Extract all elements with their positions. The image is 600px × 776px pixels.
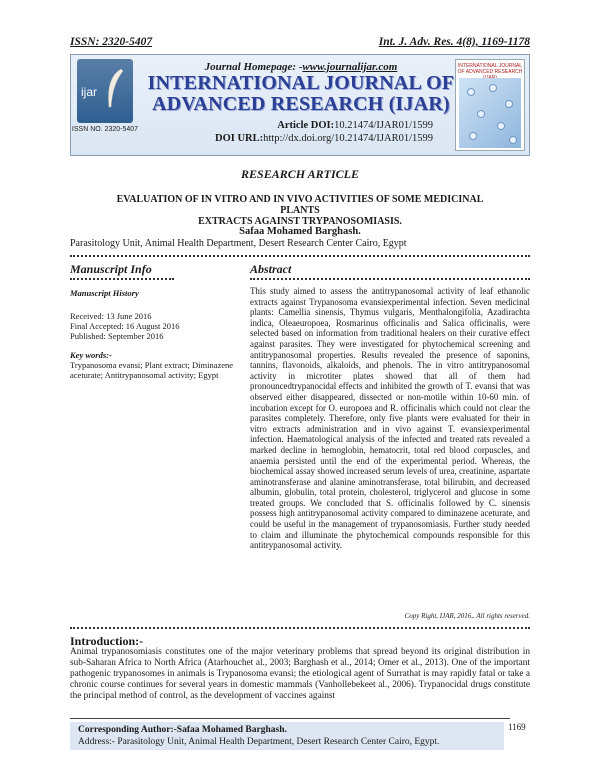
- footer-divider: [70, 718, 510, 719]
- divider: [250, 278, 530, 280]
- article-type: RESEARCH ARTICLE: [241, 167, 359, 181]
- doi-value: 10.21474/IJAR01/1599: [334, 120, 433, 131]
- quill-icon: [103, 67, 125, 111]
- homepage-link[interactable]: www.journalijar.com: [302, 61, 398, 73]
- article-doi: [141, 119, 461, 145]
- thumbnail-title: INTERNATIONAL JOURNAL OF ADVANCED RESEARCH: [457, 63, 523, 75]
- keywords: Trypanosoma evansi; Plant extract; Diminazene aceturate; Antitrypanosomal activity; Egypt: [70, 360, 234, 380]
- journal-title-line-1: INTERNATIONAL JOURNAL OF: [147, 72, 455, 94]
- divider: [70, 255, 530, 257]
- journal-logo: [71, 59, 139, 151]
- citation-label: Int. J. Adv. Res. 4(8), 1169-1178: [378, 36, 530, 48]
- masthead-center: [141, 59, 461, 145]
- manuscript-info-heading: Manuscript Info: [70, 262, 152, 276]
- corresponding-author: Corresponding Author:-Safaa Mohamed Barghash.: [78, 725, 287, 735]
- abstract-text: This study aimed to assess the antitrypanosomal activity of leaf ethanolic extracts against Trypanosoma evansiexperimental infection. Seven medicinal plants: Camellia sinensis, Thymus vulgaris, Menthalongifolia, Azadirachta indica, Oleaeuropoea, Rosmarinus officinalis and Salica officinalis, were selected based on information from traditional healers on their curative effect against parasites. They were investigated for phytochemical screening and antitrypanosomal properties. Results revealed the presence of saponins, tannins, flavonoids, alkaloids, and phenols. The in vitro antitrypanosomal activity in microtiter plates showed that all of them had pronouncedtrypanocidal effects and inhibited the growth of T. evansi that was observed either disappeared, dissected or non-motile within 10-60 min. of incubation except for O. europoea and R. officinalis which could not clear the parasites completely. Therefore, only five plants were evaluated for their in vitro extracts administration and in vivo against T. evansiexperimental infection. Haematological analysis of the infected and treated rats revealed a marked decline in hemoglobin, hematocrit, total red blood corpuscles, and anaemia persisted until the end of the experimental period. Whereas, the biochemical assay showed increased serum levels of urea, creatinine, aspartate aminotransferase and alanine aminotransferase, total bilirubin, and decreased albumin, globulin, total protein, cholesterol, triglycerol and glucose in some treated groups. We concluded that S. officinalis followed by C. sinensis possess high antitrypanosomal activity compared to diminazene aceturate, and could be useful in the management of trypanosomiasis. Further study needed to claim and illuminate the phytochemical compounds responsible for this antitrypanosomal activity.: [250, 286, 530, 551]
- molecule-image: [459, 78, 521, 148]
- doi-url-label: DOI URL:: [215, 133, 264, 144]
- received-date: Received: 13 June 2016: [70, 311, 152, 321]
- issn-number: ISSN NO. 2320-5407: [71, 126, 139, 133]
- doi-url-link[interactable]: http://dx.doi.org/10.21474/IJAR01/1599: [263, 133, 433, 144]
- manuscript-info: [70, 288, 238, 380]
- author-name: Safaa Mohamed Barghash.: [239, 226, 361, 237]
- divider: [70, 627, 530, 629]
- abstract-heading: Abstract: [250, 262, 292, 276]
- doi-label: Article DOI:: [277, 120, 335, 131]
- journal-masthead: [70, 54, 530, 156]
- paper-title: [110, 194, 490, 227]
- page-number: 1169: [508, 722, 526, 732]
- published-date: Published: September 2016: [70, 331, 164, 341]
- divider: [70, 278, 174, 280]
- corresponding-author-box: [70, 722, 504, 750]
- logo-text: ijar: [81, 85, 98, 99]
- final-accepted-date: Final Accepted: 16 August 2016: [70, 321, 180, 331]
- journal-title-line-2: ADVANCED RESEARCH (IJAR): [152, 93, 450, 115]
- paper-title-line-1: EVALUATION OF IN VITRO AND IN VIVO ACTIVITIES OF SOME MEDICINAL PLANTS: [116, 194, 484, 216]
- paper-title-line-2: EXTRACTS AGAINST TRYPANOSOMIASIS.: [198, 216, 402, 227]
- keywords-label: Key words:-: [70, 350, 112, 360]
- author-address: Address:- Parasitology Unit, Animal Health Department, Desert Research Center Cairo, Egypt.: [78, 737, 440, 747]
- copyright-notice: Copy Right, IJAR, 2016,. All rights reserved.: [404, 612, 530, 620]
- introduction-text: Animal trypanosomiasis constitutes one of the major veterinary problems that spread beyond its original distribution in sub-Saharan Africa to North Africa (Atarhouchet al., 2003; Barghash et al., 2014; Omer et al., 2013). One of the important pathogenic trypanosomes in animals is Trypanosoma evansi; the etiological agent of Surrathat is may rapidly fatal or take a chronic course continues for several years in domestic mammals (Vanhollebekeet al., 2006). Trypanocidal drugs constitute the principal method of control, as the development of vaccines against: [70, 647, 530, 701]
- homepage-label: Journal Homepage: -: [204, 61, 303, 73]
- running-header: [70, 36, 530, 48]
- issn-label: ISSN: 2320-5407: [70, 36, 153, 48]
- manuscript-history-label: Manuscript History: [70, 288, 139, 298]
- introduction-heading: Introduction:-: [70, 634, 144, 648]
- author-affiliation: Parasitology Unit, Animal Health Department, Desert Research Center Cairo, Egypt: [70, 238, 407, 249]
- quill-logo-icon: [77, 59, 133, 123]
- journal-cover-thumbnail: [455, 59, 525, 151]
